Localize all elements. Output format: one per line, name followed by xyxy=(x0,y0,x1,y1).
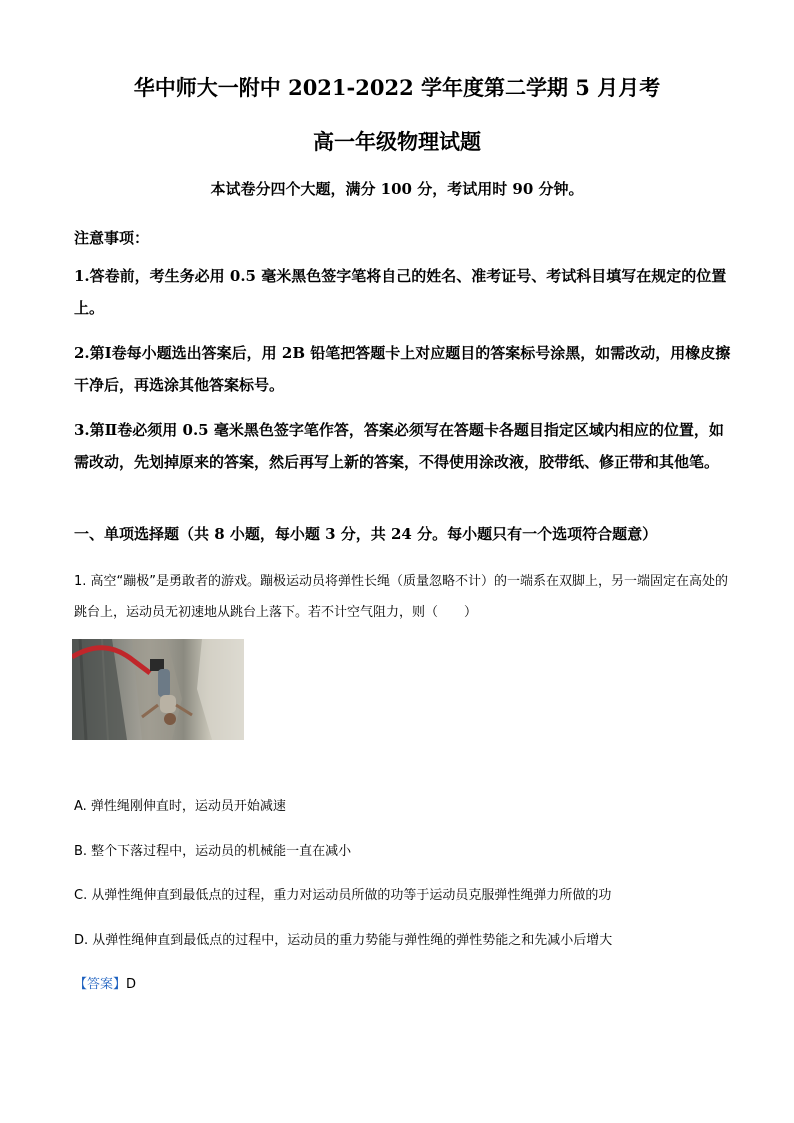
section-heading: 一、单项选择题（共 8 小题，每小题 3 分，共 24 分。每小题只有一个选项符合题意） xyxy=(74,525,658,543)
exam-title: 华中师大一附中 2021-2022 学年度第二学期 5 月月考 xyxy=(133,75,661,100)
option-a: A. 弹性绳刚伸直时，运动员开始减速 xyxy=(74,799,286,814)
notice-item-1: 1.答卷前，考生务必用 0.5 毫米黑色签字笔将自己的姓名、准考证号、考试科目填写在规定的位置上。 xyxy=(74,267,727,317)
option-c: C. 从弹性绳伸直到最低点的过程，重力对运动员所做的功等于运动员克服弹性绳弹力所做的功 xyxy=(74,888,612,903)
question-stem: 1. 高空“蹦极”是勇敢者的游戏。蹦极运动员将弹性长绳（质量忽略不计）的一端系在双脚上，另一端固定在高处的跳台上，运动员无初速地从跳台上落下。若不计空气阻力，则（ ） xyxy=(74,574,729,620)
option-d: D. 从弹性绳伸直到最低点的过程中，运动员的重力势能与弹性绳的弹性势能之和先减小后增大 xyxy=(74,933,613,948)
option-b: B. 整个下落过程中，运动员的机械能一直在减小 xyxy=(74,844,352,859)
exam-info: 本试卷分四个大题，满分 100 分，考试用时 90 分钟。 xyxy=(210,180,584,198)
answer-tag: 【答案】 xyxy=(74,977,127,992)
bungee-photo xyxy=(72,639,244,740)
bungee-jumper-image xyxy=(72,639,244,740)
notice-heading: 注意事项： xyxy=(74,229,150,247)
exam-subtitle: 高一年级物理试题 xyxy=(313,129,481,154)
notice-item-2: 2.第Ⅰ卷每小题选出答案后，用 2B 铅笔把答题卡上对应题目的答案标号涂黑，如需改动，用橡皮擦干净后，再选涂其他答案标号。 xyxy=(74,344,731,394)
notice-item-3: 3.第Ⅱ卷必须用 0.5 毫米黑色签字笔作答，答案必须写在答题卡各题目指定区域内相应的位置，如需改动，先划掉原来的答案，然后再写上新的答案，不得使用涂改液，胶带纸、修正带和其他笔。 xyxy=(74,421,724,471)
answer-line xyxy=(74,973,136,992)
answer-value: D xyxy=(126,977,137,992)
